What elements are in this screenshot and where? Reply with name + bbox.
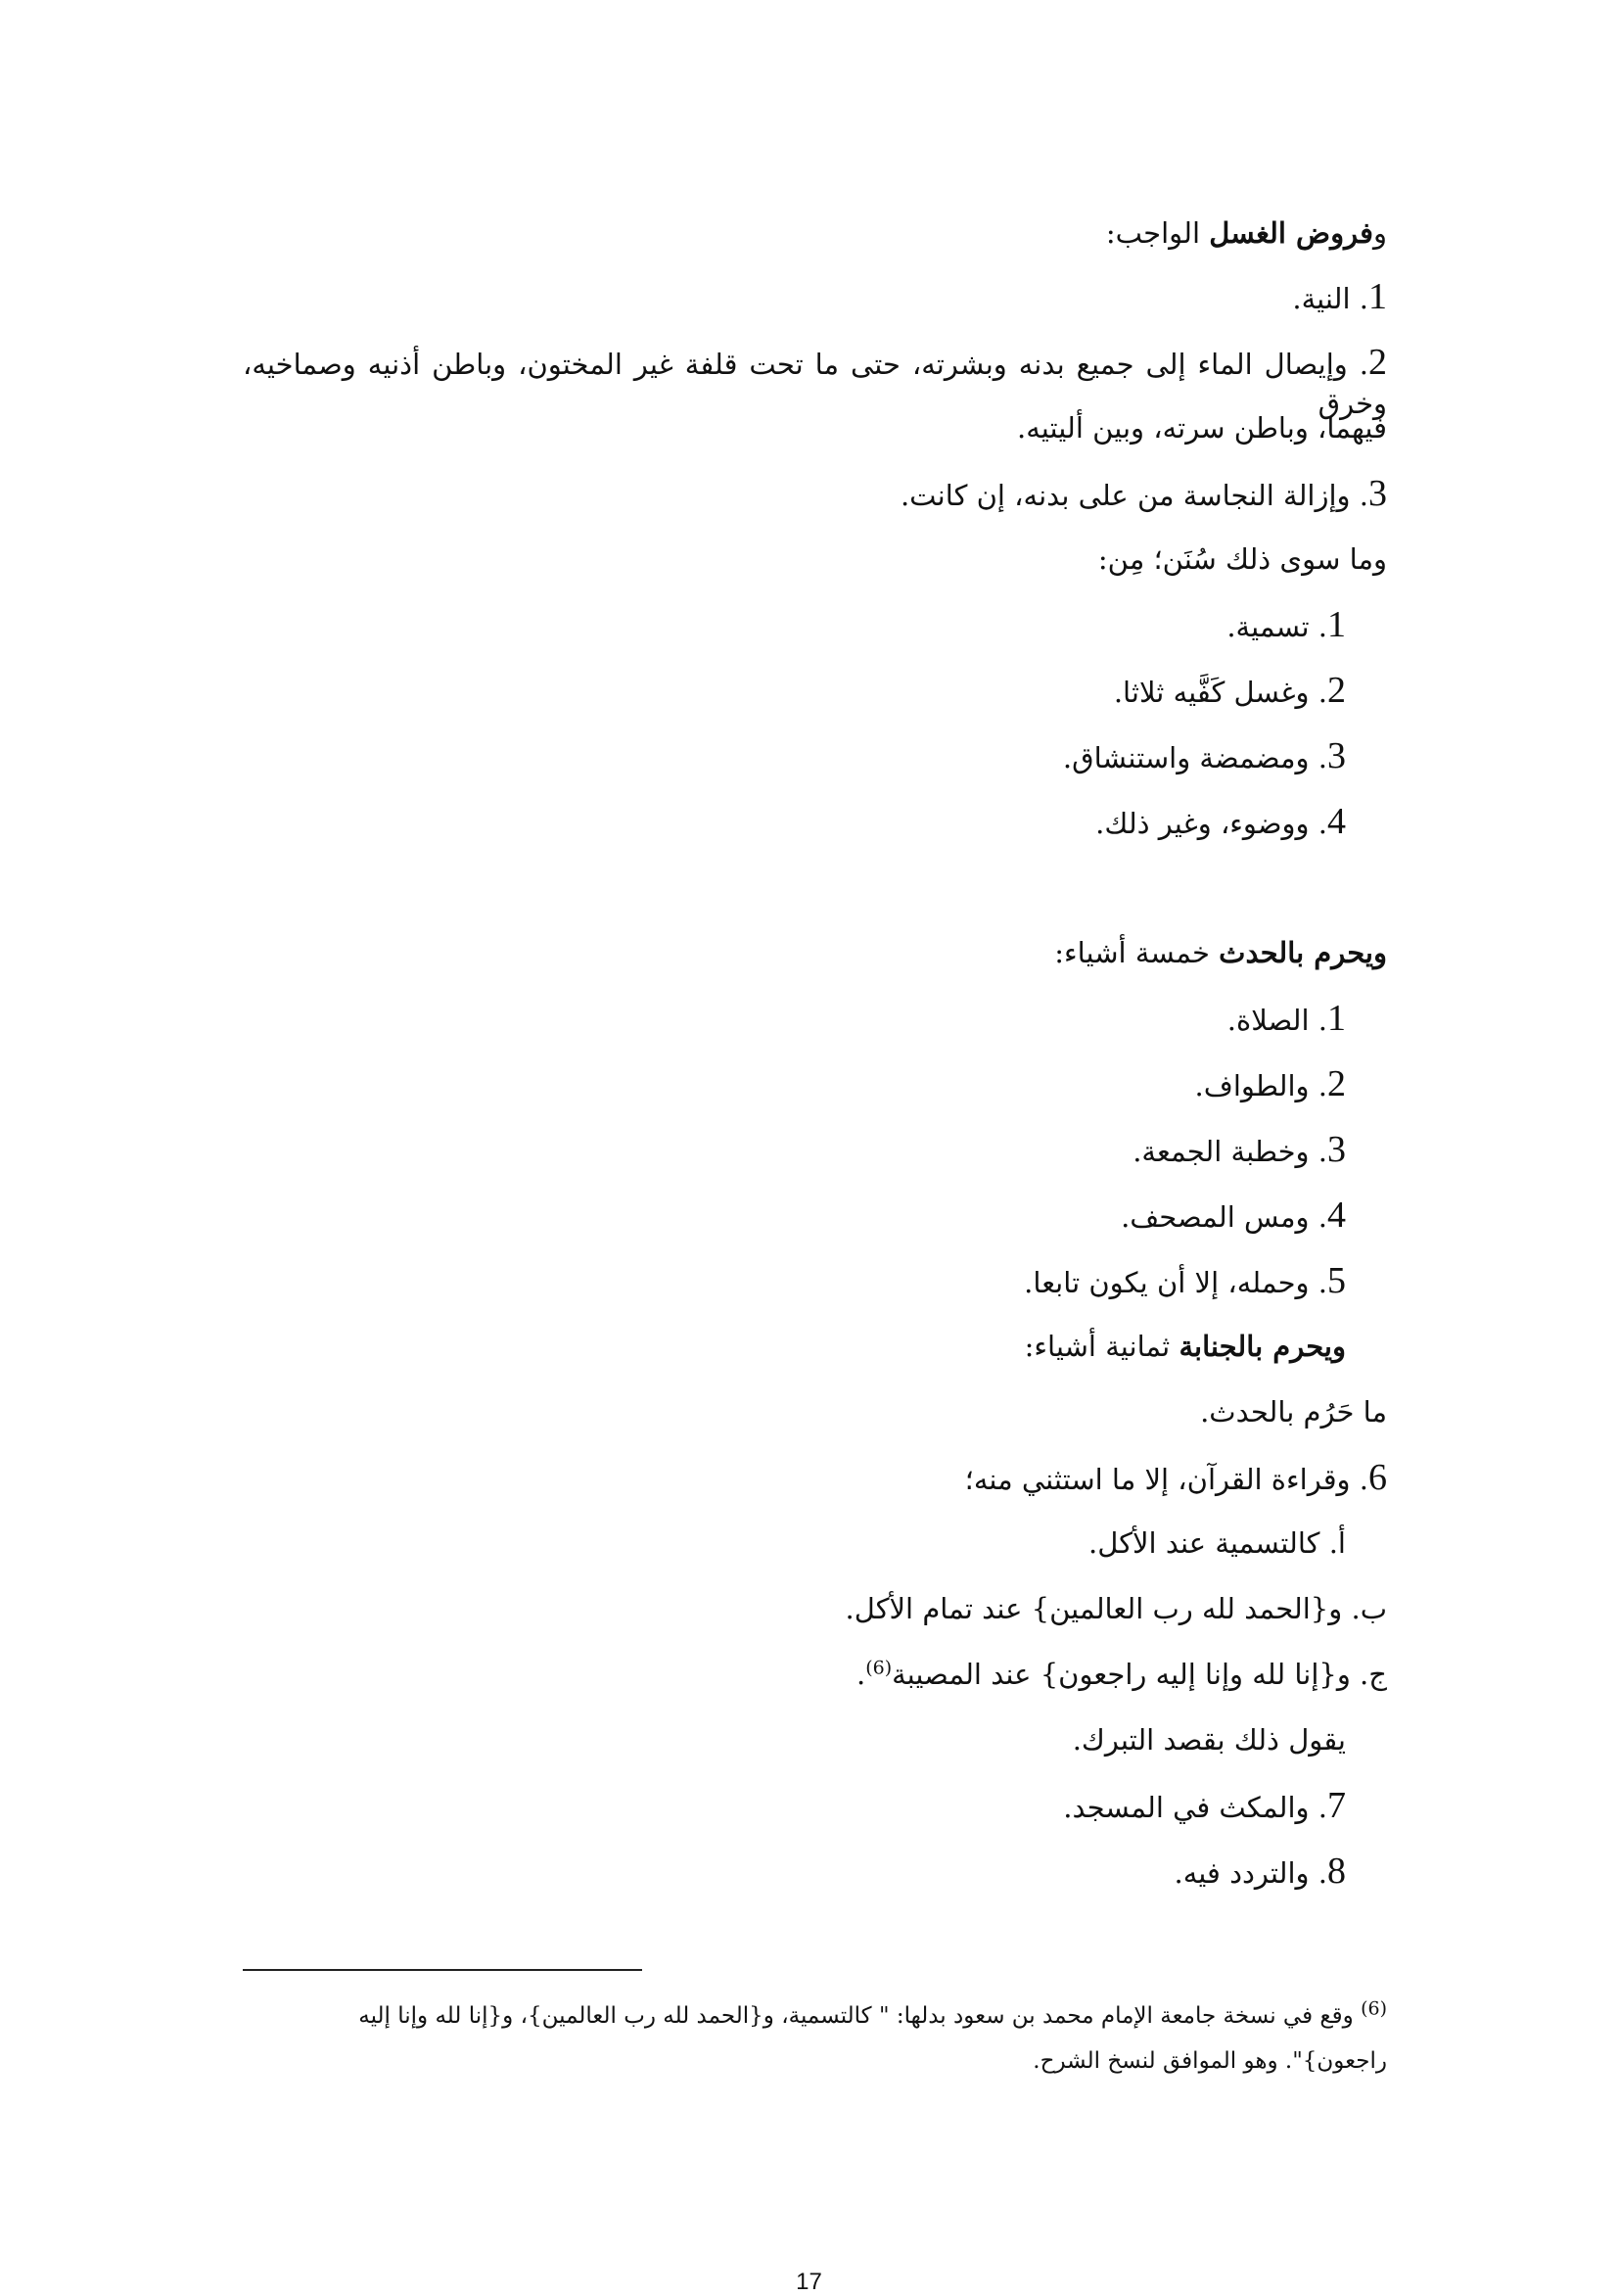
list-item: 7. والمكث في المسجد. bbox=[1063, 1785, 1346, 1826]
sub-item: ب. و{الحمد لله رب العالمين} عند تمام الأكل. bbox=[845, 1592, 1387, 1625]
list-item: 8. والتردد فيه. bbox=[1174, 1851, 1346, 1892]
list-item: 2. والطواف. bbox=[1194, 1063, 1346, 1104]
list-item: 3. ومضمضة واستنشاق. bbox=[1062, 735, 1346, 776]
list-item: 5. وحمله، إلا أن يكون تابعا. bbox=[1024, 1260, 1346, 1301]
footnote-ref: (6) bbox=[865, 1657, 893, 1679]
section-heading-ghusl: وفروض الغسل الواجب: bbox=[1105, 216, 1387, 250]
list-item: 3. وإزالة النجاسة من على بدنه، إن كانت. bbox=[900, 473, 1387, 514]
list-item-continuation: فيهما، وباطن سرته، وبين أليتيه. bbox=[1017, 411, 1387, 445]
list-item: 1. تسمية. bbox=[1226, 604, 1346, 645]
footnote-divider bbox=[243, 1969, 642, 1971]
footnote-marker: (6) bbox=[1361, 1997, 1387, 2020]
sub-item: ج. و{إنا لله وإنا إليه راجعون} عند المصيبة$^{(6)}$. bbox=[855, 1657, 1387, 1691]
list-item: 1. النية. bbox=[1292, 276, 1387, 317]
list-item: 4. ووضوء، وغير ذلك. bbox=[1095, 801, 1346, 842]
list-item: 6. وقراءة القرآن، إلا ما استثني منه؛ bbox=[964, 1457, 1387, 1498]
list-item: 2. وغسل كَفَّيه ثلاثا. bbox=[1113, 670, 1346, 711]
section-heading-hadath: ويحرم بالحدث خمسة أشياء: bbox=[1054, 936, 1387, 969]
list-item: 3. وخطبة الجمعة. bbox=[1133, 1129, 1346, 1170]
page-number: 17 bbox=[796, 2269, 822, 2295]
section-heading-janaba: ويحرم بالجنابة ثمانية أشياء: bbox=[1024, 1330, 1346, 1363]
footnote-text-continuation: راجعون}". وهو الموافق لنسخ الشرح. bbox=[1033, 2048, 1387, 2074]
paragraph-line: يقول ذلك بقصد التبرك. bbox=[1072, 1723, 1346, 1757]
footnote-text: $^{(6)}$ وقع في نسخة جامعة الإمام محمد بن سعود بدلها: " كالتسمية، و{الحمد لله رب العالمين}، و{إنا لله وإنا إليه bbox=[358, 1997, 1387, 2029]
list-item: 4. ومس المصحف. bbox=[1121, 1195, 1346, 1236]
sub-item: أ. كالتسمية عند الأكل. bbox=[1088, 1526, 1346, 1560]
list-item: 1. الصلاة. bbox=[1226, 998, 1346, 1039]
sunan-intro: وما سوى ذلك سُنَن؛ مِن: bbox=[1097, 542, 1387, 576]
list-item: 2. وإيصال الماء إلى جميع بدنه وبشرته، حتى ما تحت قلفة غير المختون، وباطن أذنيه وصماخيه، وخرق bbox=[243, 342, 1387, 420]
paragraph-line: ما حَرُم بالحدث. bbox=[1200, 1395, 1387, 1429]
